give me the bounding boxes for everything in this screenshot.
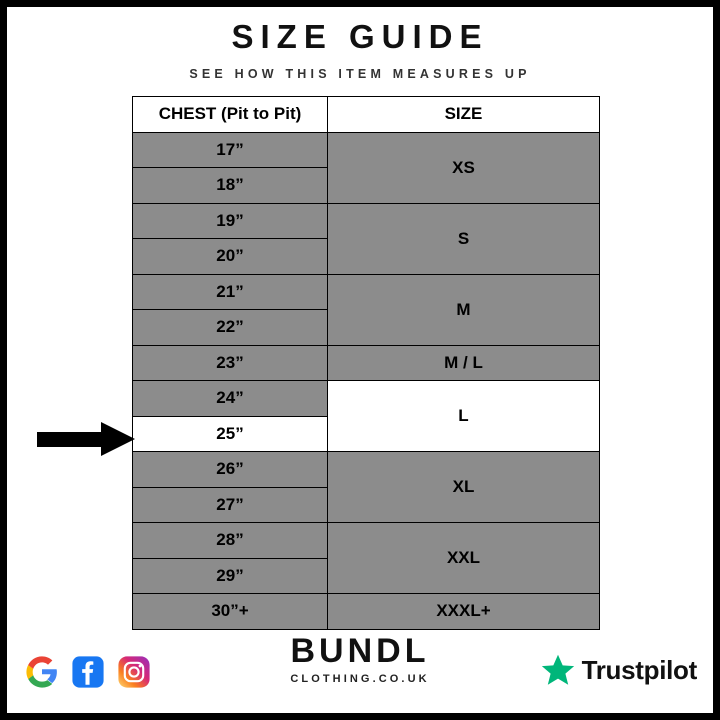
column-header-size: SIZE: [328, 97, 600, 133]
chest-value: 21”: [133, 274, 328, 310]
brand-sub: CLOTHING.CO.UK: [290, 673, 430, 685]
page-subtitle: SEE HOW THIS ITEM MEASURES UP: [189, 66, 531, 81]
size-value: XS: [328, 132, 600, 203]
chest-value: 29”: [133, 558, 328, 594]
chest-value: 24”: [133, 381, 328, 417]
chest-value: 19”: [133, 203, 328, 239]
size-value: M: [328, 274, 600, 345]
trustpilot-star-icon: [541, 653, 575, 687]
chest-value: 28”: [133, 523, 328, 559]
chest-value: 26”: [133, 452, 328, 488]
chest-value: 17”: [133, 132, 328, 168]
chest-value: 23”: [133, 345, 328, 381]
table-row[interactable]: [133, 203, 600, 239]
size-value: XL: [328, 452, 600, 523]
size-table-wrapper: [132, 96, 599, 630]
table-row[interactable]: [133, 274, 600, 310]
size-value: M / L: [328, 345, 600, 381]
page-title: SIZE GUIDE: [231, 18, 489, 55]
trustpilot-text: Trustpilot: [581, 654, 697, 685]
size-value: XXXL+: [328, 594, 600, 630]
chest-value: 20”: [133, 239, 328, 275]
header: [7, 7, 713, 81]
column-header-chest: CHEST (Pit to Pit): [133, 97, 328, 133]
chest-value: 27”: [133, 487, 328, 523]
size-value: S: [328, 203, 600, 274]
arrow-head: [101, 422, 135, 456]
size-value-selected: L: [328, 381, 600, 452]
table-row[interactable]: [133, 132, 600, 168]
footer: [7, 613, 713, 703]
chest-value: 18”: [133, 168, 328, 204]
chest-value: 30”+: [133, 594, 328, 630]
brand-name: BUNDL: [290, 632, 430, 671]
trustpilot-logo[interactable]: [541, 653, 697, 687]
table-row[interactable]: [133, 523, 600, 559]
table-header-row: [133, 97, 600, 133]
size-table: [132, 96, 600, 630]
size-value: XXL: [328, 523, 600, 594]
table-row-selected[interactable]: [133, 381, 600, 417]
chest-value: 22”: [133, 310, 328, 346]
selected-size-arrow-icon: [37, 422, 135, 456]
table-row[interactable]: [133, 345, 600, 381]
chest-value-selected: 25”: [133, 416, 328, 452]
table-row[interactable]: [133, 452, 600, 488]
arrow-shaft: [37, 432, 103, 447]
